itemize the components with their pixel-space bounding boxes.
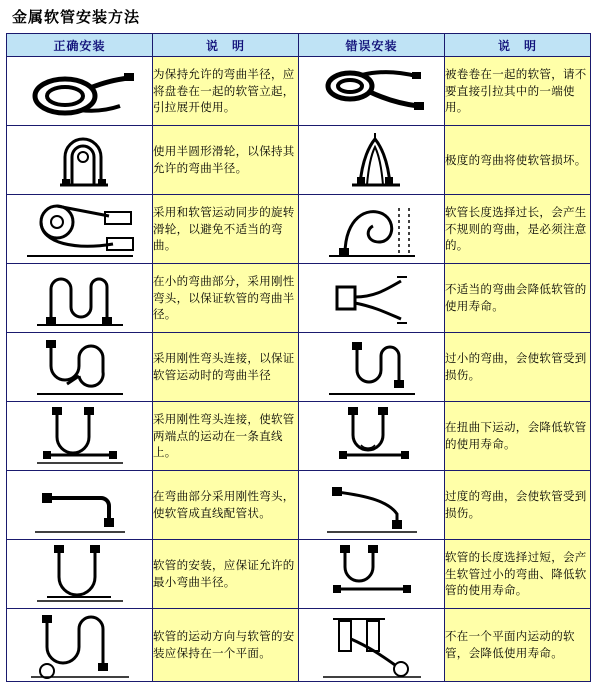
- description-cell: 软管的安装，应保证允许的最小弯曲半径。: [153, 540, 299, 609]
- table-row: [7, 333, 591, 402]
- min-bend-radius-u-icon: [7, 540, 153, 609]
- same-plane-motion-icon: [7, 609, 153, 682]
- description-cell: 为保持允许的弯曲半径，应将盘卷在一起的软管立起，引拉展开使用。: [153, 57, 299, 126]
- table-row: [7, 402, 591, 471]
- hose-installation-table: [6, 33, 591, 682]
- long-loose-hose-icon: [299, 195, 445, 264]
- description-cell: 不在一个平面内运动的软管，会降低使用寿命。: [445, 609, 591, 682]
- description-cell: 采用刚性弯头连接，以保证软管运动时的弯曲半径: [153, 333, 299, 402]
- description-cell: 不适当的弯曲会降低软管的使用寿命。: [445, 264, 591, 333]
- description-cell: 极度的弯曲将使软管损坏。: [445, 126, 591, 195]
- coiled-hose-flat-icon: [7, 57, 153, 126]
- description-cell: 在弯曲部分采用刚性弯头，使软管成直线配管状。: [153, 471, 299, 540]
- description-cell: 在小的弯曲部分，采用刚性弯头，以保证软管的弯曲半径。: [153, 264, 299, 333]
- description-cell: 过小的弯曲，会使软管受到损伤。: [445, 333, 591, 402]
- description-cell: 软管长度选择过长，会产生不规则的弯曲，是必须注意的。: [445, 195, 591, 264]
- improper-bend-icon: [299, 264, 445, 333]
- table-row: [7, 540, 591, 609]
- table-row: [7, 471, 591, 540]
- table-row: [7, 195, 591, 264]
- rotating-pulley-chain-icon: [7, 195, 153, 264]
- semicircular-pulley-icon: [7, 126, 153, 195]
- page-title: 金属软管安装方法: [12, 8, 141, 26]
- description-cell: 使用半圆形滑轮，以保持其允许的弯曲半径。: [153, 126, 299, 195]
- too-small-bend-icon: [299, 333, 445, 402]
- description-cell: 软管的长度选择过短，会产生软管过小的弯曲、降低软管的使用寿命。: [445, 540, 591, 609]
- twisted-bend-motion-icon: [299, 402, 445, 471]
- table-row: [7, 57, 591, 126]
- table-row: [7, 126, 591, 195]
- column-header-description-1: 说 明: [153, 34, 299, 57]
- sharp-bend-hose-icon: [299, 126, 445, 195]
- rigid-elbow-connection-icon: [7, 333, 153, 402]
- out-of-plane-motion-icon: [299, 609, 445, 682]
- table-header-row: [7, 34, 591, 57]
- table-row: [7, 609, 591, 682]
- rigid-elbow-straight-pipe-icon: [7, 471, 153, 540]
- excessive-bend-icon: [299, 471, 445, 540]
- rigid-elbow-small-bend-icon: [7, 264, 153, 333]
- table-row: [7, 264, 591, 333]
- description-cell: 软管的运动方向与软管的安装应保持在一个平面。: [153, 609, 299, 682]
- overlong-hose-icon: [299, 540, 445, 609]
- description-cell: 采用和软管运动同步的旋转滑轮，以避免不适当的弯曲。: [153, 195, 299, 264]
- description-cell: 被卷卷在一起的软管，请不要直接引拉其中的一端使用。: [445, 57, 591, 126]
- column-header-wrong-install: 错误安装: [299, 34, 445, 57]
- straight-line-motion-icon: [7, 402, 153, 471]
- description-cell: 采用刚性弯头连接，使软管两端点的运动在一条直线上。: [153, 402, 299, 471]
- description-cell: 过度的弯曲，会使软管受到损伤。: [445, 471, 591, 540]
- coiled-hose-pulled-icon: [299, 57, 445, 126]
- description-cell: 在扭曲下运动，会降低软管的使用寿命。: [445, 402, 591, 471]
- column-header-description-2: 说 明: [445, 34, 591, 57]
- column-header-correct-install: 正确安装: [7, 34, 153, 57]
